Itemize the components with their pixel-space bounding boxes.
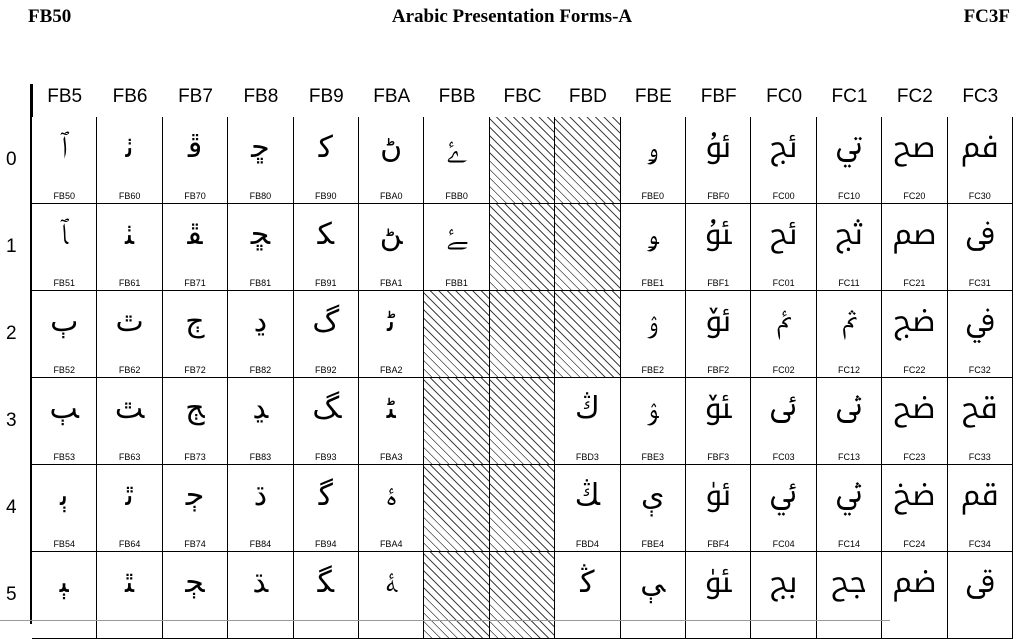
glyph: ﭢ xyxy=(115,304,144,339)
code-point-label: FBF1 xyxy=(707,278,730,288)
chart-cell xyxy=(228,204,293,291)
glyph: ﭡ xyxy=(125,217,135,252)
glyph: ﭥ xyxy=(125,565,135,600)
chart-cell xyxy=(882,117,947,204)
chart-cell xyxy=(228,552,293,639)
column-header: FB8 xyxy=(243,86,279,107)
chart-cell xyxy=(97,291,162,378)
glyph: ﰔ xyxy=(835,478,863,513)
glyph: ﯔ xyxy=(574,478,601,513)
glyph: ﰅ xyxy=(769,565,798,600)
glyph: ﯣ xyxy=(647,391,659,426)
chart-cell xyxy=(97,465,162,552)
code-point-label: FC20 xyxy=(903,191,926,201)
chart-cell xyxy=(32,117,97,204)
code-point-label: FC14 xyxy=(837,539,860,549)
code-point-label: FBF4 xyxy=(707,539,730,549)
row-header: 3 xyxy=(6,409,17,431)
chart-cell xyxy=(32,291,97,378)
code-point-label: FC13 xyxy=(837,452,860,462)
reserved-cell xyxy=(555,291,620,378)
chart-cell xyxy=(555,552,620,639)
code-point-label: FC04 xyxy=(772,539,795,549)
code-point-label: FB54 xyxy=(53,539,75,549)
column-header: FC2 xyxy=(896,86,933,107)
code-point-label: FC01 xyxy=(772,278,795,288)
column-header: FBB xyxy=(438,86,476,107)
chart-cell xyxy=(948,465,1013,552)
chart-cell xyxy=(882,204,947,291)
code-point-label: FBE3 xyxy=(641,452,665,462)
column-header: FC3 xyxy=(962,86,999,107)
chart-cell xyxy=(424,117,489,204)
code-point-label: FB50 xyxy=(53,191,75,201)
glyph: ﯤ xyxy=(641,478,665,513)
code-point-label: FC32 xyxy=(968,365,991,375)
reserved-cell xyxy=(490,117,555,204)
range-end-code: FC3F xyxy=(963,6,1010,27)
chart-cell xyxy=(163,552,228,639)
glyph: ﯠ xyxy=(647,130,659,165)
row-header: 4 xyxy=(6,496,17,518)
chart-cell xyxy=(751,204,816,291)
chart-cell xyxy=(97,117,162,204)
chart-cell xyxy=(228,291,293,378)
glyph: ﭰ xyxy=(187,130,203,165)
chart-cell xyxy=(948,291,1013,378)
glyph: ﭣ xyxy=(114,391,145,426)
glyph: ﯱ xyxy=(704,217,732,252)
code-point-label: FBA2 xyxy=(379,365,403,375)
glyph: ﮒ xyxy=(312,304,340,339)
glyph: ﮢ xyxy=(387,304,396,339)
column-header: FBA xyxy=(373,86,411,107)
glyph: ﯲ xyxy=(705,304,731,339)
chart-cell xyxy=(621,552,686,639)
chart-cell xyxy=(294,117,359,204)
chart-cell xyxy=(686,378,751,465)
glyph: ﰱ xyxy=(965,217,995,252)
code-point-label: FBB0 xyxy=(445,191,468,201)
code-point-label: FB72 xyxy=(184,365,206,375)
row-header: 0 xyxy=(6,148,17,170)
glyph: ﰤ xyxy=(893,478,936,513)
code-point-label: FB71 xyxy=(184,278,206,288)
glyph: ﮂ xyxy=(253,304,268,339)
code-point-label: FC12 xyxy=(837,365,860,375)
chart-cell xyxy=(32,204,97,291)
reserved-cell xyxy=(424,291,489,378)
glyph: ﮁ xyxy=(250,217,271,252)
code-point-label: FB91 xyxy=(315,278,337,288)
glyph: ﮠ xyxy=(380,130,403,165)
code-point-label: FB83 xyxy=(249,452,272,462)
chart-cell xyxy=(882,465,947,552)
glyph: ﰣ xyxy=(893,391,936,426)
chart-cell xyxy=(686,117,751,204)
chart-cell xyxy=(948,117,1013,204)
chart-cell xyxy=(359,552,424,639)
code-point-label: FC31 xyxy=(968,278,991,288)
chart-cell xyxy=(294,465,359,552)
code-point-label: FBA0 xyxy=(379,191,403,201)
code-point-label: FB60 xyxy=(118,191,141,201)
glyph: ﰠ xyxy=(893,130,936,165)
chart-cell xyxy=(163,291,228,378)
glyph: ﰡ xyxy=(892,217,937,252)
chart-cell xyxy=(751,291,816,378)
glyph: ﰰ xyxy=(960,130,999,165)
glyph: ﯳ xyxy=(704,391,732,426)
code-point-label: FC33 xyxy=(968,452,991,462)
glyph: ﮃ xyxy=(252,391,269,426)
code-point-label: FC24 xyxy=(903,539,926,549)
code-point-label: FB94 xyxy=(315,539,337,549)
column-header: FB9 xyxy=(308,86,344,107)
chart-cell xyxy=(621,291,686,378)
code-point-label: FC21 xyxy=(903,278,926,288)
chart-cell xyxy=(686,465,751,552)
reserved-cell xyxy=(490,291,555,378)
chart-cell xyxy=(228,378,293,465)
chart-cell xyxy=(228,465,293,552)
code-point-label: FB80 xyxy=(249,191,272,201)
chart-cell xyxy=(817,378,882,465)
code-point-label: FBA1 xyxy=(379,278,403,288)
chart-cell xyxy=(751,117,816,204)
code-point-label: FBE0 xyxy=(641,191,665,201)
code-point-label: FBF3 xyxy=(707,452,730,462)
glyph: ﮄ xyxy=(253,478,268,513)
glyph: ﰁ xyxy=(769,217,798,252)
chart-cell xyxy=(294,291,359,378)
glyph: ﰲ xyxy=(965,304,995,339)
glyph: ﭕ xyxy=(59,565,69,600)
chart-cell xyxy=(948,378,1013,465)
reserved-cell xyxy=(555,117,620,204)
glyph: ﭠ xyxy=(125,130,134,165)
glyph: ﮅ xyxy=(252,565,269,600)
chart-cell xyxy=(163,378,228,465)
glyph: ﯢ xyxy=(647,304,659,339)
chart-cell xyxy=(97,204,162,291)
glyph: ﰄ xyxy=(769,478,798,513)
chart-cell xyxy=(686,552,751,639)
glyph: ﰐ xyxy=(835,130,863,165)
glyph: ﮡ xyxy=(379,217,403,252)
chart-cell xyxy=(882,291,947,378)
chart-cell xyxy=(882,378,947,465)
chart-cell xyxy=(621,378,686,465)
chart-cell xyxy=(882,552,947,639)
glyph: ﮥ xyxy=(385,565,398,600)
column-header: FBE xyxy=(634,86,672,107)
glyph: ﮑ xyxy=(317,217,335,252)
code-point-label: FBE2 xyxy=(641,365,665,375)
reserved-cell xyxy=(490,204,555,291)
code-point-label: FB82 xyxy=(249,365,272,375)
glyph: ﭐ xyxy=(60,130,68,165)
chart-cell xyxy=(817,552,882,639)
page-bottom-edge xyxy=(0,620,890,621)
code-point-label: FB52 xyxy=(53,365,75,375)
glyph: ﭳ xyxy=(185,391,205,426)
chart-cell xyxy=(621,465,686,552)
glyph: ﭵ xyxy=(185,565,205,600)
code-point-label: FB61 xyxy=(118,278,141,288)
range-start-code: FB50 xyxy=(28,6,72,27)
column-header: FBC xyxy=(503,86,542,107)
reserved-cell xyxy=(490,465,555,552)
chart-cell xyxy=(621,117,686,204)
code-point-label: FB70 xyxy=(184,191,206,201)
chart-cell xyxy=(32,552,97,639)
code-point-label: FC10 xyxy=(837,191,860,201)
glyph: ﮕ xyxy=(317,565,335,600)
chart-cell xyxy=(751,552,816,639)
reserved-cell xyxy=(490,378,555,465)
glyph: ﰳ xyxy=(961,391,998,426)
glyph: ﰢ xyxy=(893,304,936,339)
chart-cell xyxy=(751,465,816,552)
glyph: ﮔ xyxy=(318,478,333,513)
code-point-label: FB62 xyxy=(118,365,141,375)
glyph: ﰃ xyxy=(769,391,798,426)
glyph: ﮣ xyxy=(386,391,396,426)
page-title: Arabic Presentation Forms-A xyxy=(391,6,633,27)
chart-cell xyxy=(359,291,424,378)
glyph: ﯵ xyxy=(704,565,732,600)
code-point-label: FBD4 xyxy=(575,539,599,549)
chart-cell xyxy=(32,378,97,465)
chart-cell xyxy=(751,378,816,465)
glyph: ﰀ xyxy=(769,130,798,165)
chart-cell xyxy=(163,465,228,552)
glyph: ﮓ xyxy=(312,391,340,426)
reserved-cell xyxy=(424,465,489,552)
code-point-label: FBF0 xyxy=(707,191,730,201)
chart-cell xyxy=(817,204,882,291)
chart-cell xyxy=(359,117,424,204)
chart-cell xyxy=(686,291,751,378)
column-header: FC1 xyxy=(831,86,868,107)
code-point-label: FB53 xyxy=(53,452,75,462)
code-point-label: FC23 xyxy=(903,452,926,462)
glyph: ﭔ xyxy=(60,478,69,513)
row-header: 1 xyxy=(6,235,17,257)
chart-cell xyxy=(32,465,97,552)
glyph: ﯕ xyxy=(580,565,595,600)
row-header: 2 xyxy=(6,322,17,344)
code-point-label: FC30 xyxy=(968,191,991,201)
chart-cell xyxy=(294,204,359,291)
reserved-cell xyxy=(424,378,489,465)
code-point-label: FBD3 xyxy=(575,452,599,462)
reserved-cell xyxy=(490,552,555,639)
code-point-label: FBF2 xyxy=(707,365,730,375)
code-point-label: FB90 xyxy=(315,191,337,201)
chart-cell xyxy=(97,378,162,465)
column-header: FBF xyxy=(700,86,737,107)
chart-cell xyxy=(424,204,489,291)
glyph: ﯴ xyxy=(705,478,731,513)
code-point-label: FB51 xyxy=(53,278,75,288)
chart-cell xyxy=(294,552,359,639)
column-header: FB6 xyxy=(112,86,148,107)
code-point-label: FC00 xyxy=(772,191,795,201)
column-header: FB5 xyxy=(47,86,83,107)
glyph: ﯥ xyxy=(640,565,666,600)
code-point-label: FB73 xyxy=(184,452,206,462)
chart-cell xyxy=(163,117,228,204)
code-point-label: FB81 xyxy=(249,278,272,288)
code-point-label: FB93 xyxy=(315,452,337,462)
chart-cell xyxy=(359,465,424,552)
code-point-label: FBB1 xyxy=(445,278,468,288)
glyph: ﮐ xyxy=(318,130,333,165)
code-point-label: FB74 xyxy=(184,539,206,549)
code-point-label: FC11 xyxy=(838,278,860,288)
row-header: 5 xyxy=(6,583,17,605)
glyph: ﰒ xyxy=(841,304,857,339)
glyph: ﰂ xyxy=(776,304,792,339)
reserved-cell xyxy=(424,552,489,639)
chart-cell xyxy=(817,291,882,378)
code-point-label: FB64 xyxy=(118,539,141,549)
glyph: ﭓ xyxy=(49,391,79,426)
chart-cell xyxy=(686,204,751,291)
chart-cell xyxy=(555,378,620,465)
glyph: ﭲ xyxy=(185,304,205,339)
code-point-label: FB84 xyxy=(249,539,272,549)
glyph: ﰴ xyxy=(960,478,999,513)
glyph: ﰓ xyxy=(835,391,863,426)
chart-cell xyxy=(555,465,620,552)
chart-cell xyxy=(948,552,1013,639)
code-point-label: FC22 xyxy=(903,365,926,375)
reserved-cell xyxy=(555,204,620,291)
glyph: ﰵ xyxy=(965,565,995,600)
chart-cell xyxy=(817,117,882,204)
glyph: ﭤ xyxy=(125,478,134,513)
glyph: ﯡ xyxy=(647,217,659,252)
glyph: ﰥ xyxy=(892,565,937,600)
chart-cell xyxy=(228,117,293,204)
column-header: FB7 xyxy=(178,86,213,107)
chart-cell xyxy=(97,552,162,639)
chart-cell xyxy=(621,204,686,291)
glyph: ﯰ xyxy=(705,130,731,165)
code-point-label: FC34 xyxy=(968,539,991,549)
code-point-label: FBE1 xyxy=(641,278,665,288)
code-point-label: FB63 xyxy=(118,452,141,462)
code-point-label: FBA3 xyxy=(379,452,403,462)
code-point-label: FC02 xyxy=(772,365,795,375)
glyph: ﭒ xyxy=(50,304,79,339)
chart-cell xyxy=(359,378,424,465)
code-point-label: FC03 xyxy=(772,452,795,462)
glyph: ﮤ xyxy=(385,478,397,513)
glyph: ﮱ xyxy=(446,217,468,252)
glyph: ﭴ xyxy=(185,478,205,513)
chart-cell xyxy=(817,465,882,552)
chart-cell xyxy=(163,204,228,291)
glyph: ﯓ xyxy=(575,391,600,426)
glyph: ﰕ xyxy=(831,565,867,600)
column-header: FC0 xyxy=(766,86,803,107)
glyph: ﭱ xyxy=(187,217,203,252)
code-point-label: FB92 xyxy=(315,365,337,375)
chart-cell xyxy=(948,204,1013,291)
column-header: FBD xyxy=(568,86,607,107)
chart-cell xyxy=(294,378,359,465)
glyph: ﮰ xyxy=(446,130,468,165)
glyph: ﭑ xyxy=(60,217,69,252)
chart-cell xyxy=(359,204,424,291)
glyph: ﰑ xyxy=(835,217,863,252)
code-point-label: FBE4 xyxy=(641,539,665,549)
glyph: ﮀ xyxy=(251,130,270,165)
code-point-label: FBA4 xyxy=(379,539,403,549)
